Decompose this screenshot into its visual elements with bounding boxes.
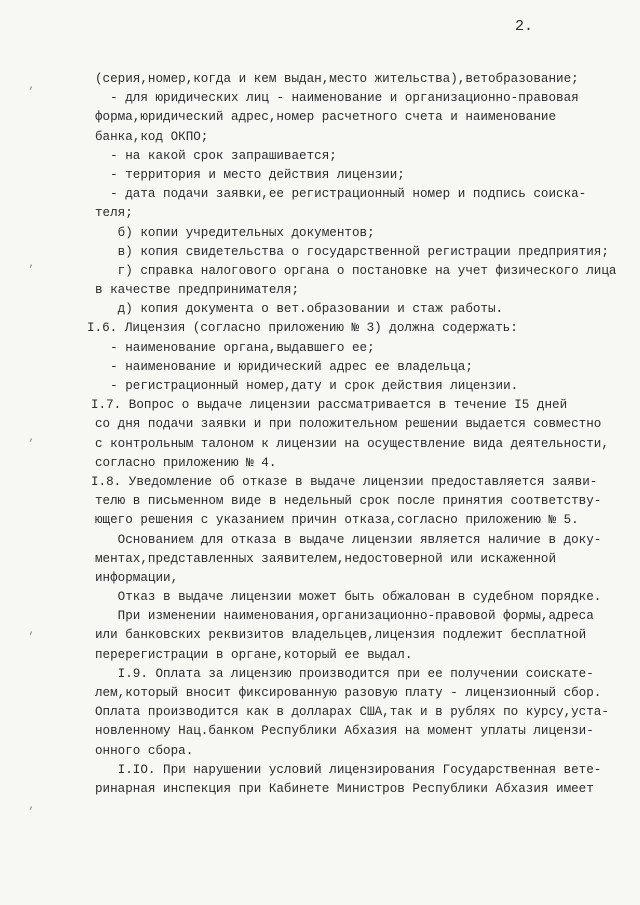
text-line: - на какой срок запрашивается; <box>95 148 337 163</box>
text-line: - наименование и юридический адрес ее владельца; <box>95 359 473 374</box>
text-line: лем,который вносит фиксированную разовую плату - лицензионный сбор. <box>95 686 602 700</box>
text-line: - дата подачи заявки,ее регистрационный номер и подпись соиска- <box>95 187 587 202</box>
text-line: теля; <box>95 206 133 221</box>
text-line: Основанием для отказа в выдаче лицензии является наличие в доку- <box>95 532 602 547</box>
section-heading-line: I.8. Уведомление об отказе в выдаче лицензии предоставляется заяви- <box>91 474 598 489</box>
text-line: I.9. Оплата за лицензию производится при ее получении соискате- <box>95 666 594 681</box>
text-line: онного сбора. <box>95 743 194 758</box>
punch-hole-mark <box>28 258 38 266</box>
punch-hole-mark <box>28 432 38 440</box>
section-heading-line: I.6. Лицензия (согласно приложению № 3) должна содержать: <box>87 321 518 336</box>
text-line: перерегистрации в органе,который ее выдал. <box>95 647 413 662</box>
section-heading-line: I.7. Вопрос о выдаче лицензии рассматривается в течение I5 дней <box>91 398 568 413</box>
text-line: (серия,номер,когда и кем выдан,место жительства),ветобразование; <box>95 72 579 86</box>
text-line: ринарная инспекция при Кабинете Министров Республики Абхазия имеет <box>95 781 594 796</box>
text-line: д) копия документа о вет.образовании и стаж работы. <box>95 302 504 317</box>
text-line: в качестве предпринимателя; <box>95 283 300 298</box>
text-line: со дня подачи заявки и при положительном решении выдается совместно <box>95 417 602 432</box>
text-line: - для юридических лиц - наименование и организационно-правовая <box>95 91 579 106</box>
document-body <box>87 70 630 799</box>
text-line: ментах,представленных заявителем,недостоверной или искаженной <box>95 551 557 566</box>
text-line: Отказ в выдаче лицензии может быть обжалован в судебном порядке. <box>95 590 602 605</box>
text-line: в) копия свидетельства о государственной регистрации предприятия; <box>95 244 609 259</box>
text-line: с контрольным талоном к лицензии на осуществление вида деятельности, <box>95 436 609 451</box>
text-line: I.IO. При нарушении условий лицензирования Государственная вете- <box>95 762 602 777</box>
text-line: телю в письменном виде в недельный срок после принятия соответству- <box>95 494 602 509</box>
punch-hole-mark <box>28 80 38 88</box>
page-number: 2. <box>515 18 534 35</box>
text-line: г) справка налогового органа о постановке на учет физического лица <box>95 263 617 278</box>
text-line: При изменении наименования,организационно-правовой формы,адреса <box>95 609 594 624</box>
punch-hole-mark <box>28 800 38 808</box>
text-line: - регистрационный номер,дату и срок действия лицензии. <box>95 379 519 393</box>
text-line: - территория и место действия лицензии; <box>95 167 405 182</box>
text-line: ющего решения с указанием причин отказа,согласно приложению № 5. <box>95 513 579 528</box>
text-line: - наименование органа,выдавшего ее; <box>95 340 375 355</box>
text-line: новленному Нац.банком Республики Абхазия на момент уплаты лицензи- <box>95 724 594 739</box>
text-line: банка,код ОКПО; <box>95 129 209 144</box>
text-line: форма,юридический адрес,номер расчетного счета и наименование <box>95 110 557 125</box>
text-line: согласно приложению № 4. <box>95 455 277 470</box>
text-line: б) копии учредительных документов; <box>95 225 375 240</box>
text-line: Оплата производится как в долларах США,так и в рублях по курсу,уста- <box>95 705 609 720</box>
text-line: информации, <box>95 570 179 585</box>
punch-hole-mark <box>28 625 38 633</box>
text-line: или банковских реквизитов владельцев,лицензия подлежит бесплатной <box>95 628 587 643</box>
